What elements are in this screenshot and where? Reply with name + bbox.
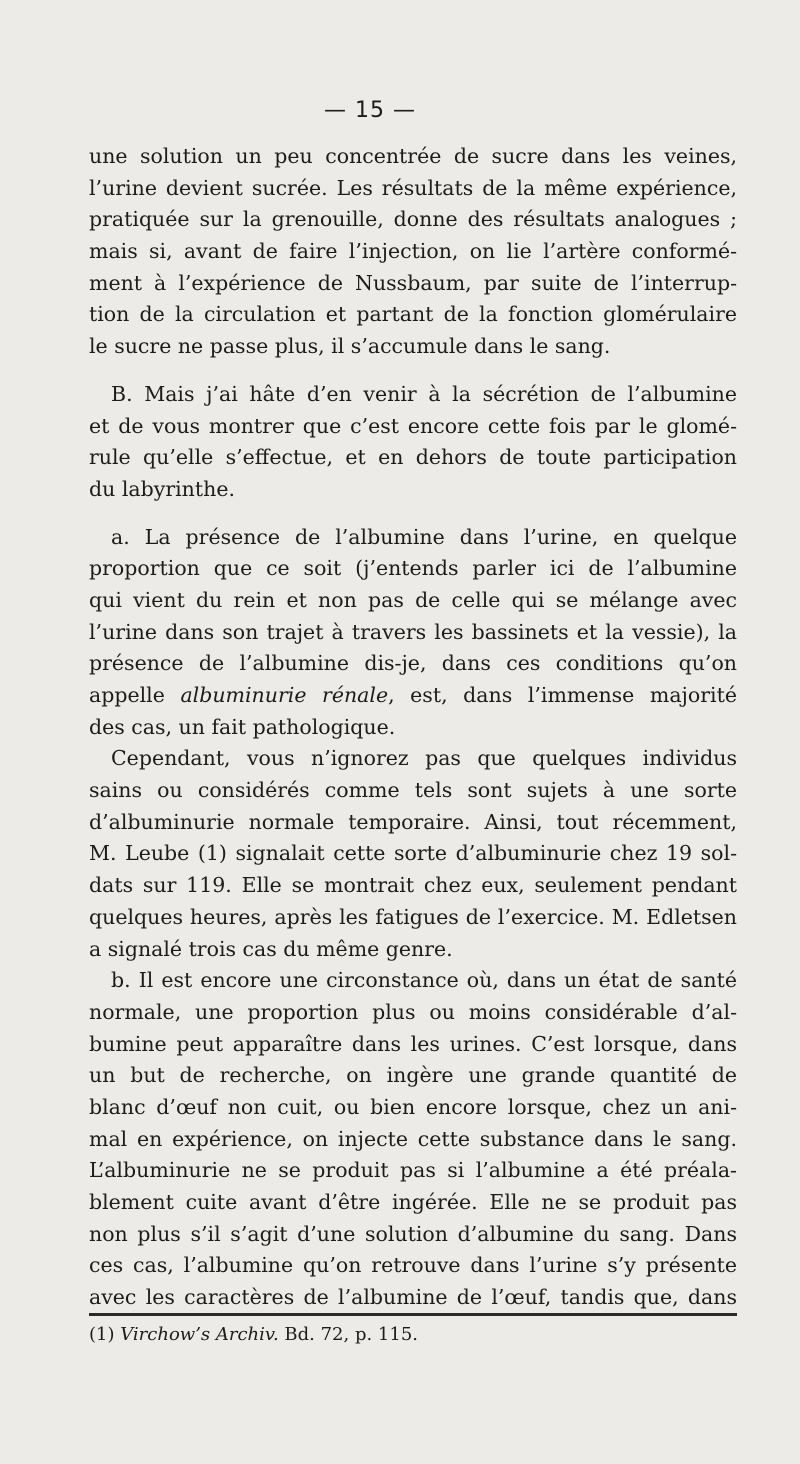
text-line: sains ou considérés comme tels sont sujets à une sorte bbox=[89, 778, 737, 803]
text-line: tion de la circulation et partant de la fonction glomérulaire bbox=[89, 302, 737, 327]
text-line: a signalé trois cas du même genre. bbox=[89, 936, 453, 961]
text-line: ment à l’expérience de Nussbaum, par suite de l’interrup- bbox=[89, 270, 737, 295]
text-line: b. Il est encore une circonstance où, dans un état de santé bbox=[111, 968, 737, 993]
text-line: rule qu’elle s’effectue, et en dehors de toute participation bbox=[89, 445, 737, 470]
italic-term: albuminurie rénale bbox=[180, 683, 389, 707]
text-line: Cependant, vous n’ignorez pas que quelques individus bbox=[111, 746, 737, 771]
text-line: ces cas, l’albumine qu’on retrouve dans l’urine s’y présente bbox=[89, 1253, 737, 1278]
text-line: bumine peut apparaître dans les urines. C’est lorsque, dans bbox=[89, 1031, 737, 1056]
body-text bbox=[89, 141, 737, 1314]
text-line: et de vous montrer que c’est encore cette fois par le glomé- bbox=[89, 413, 737, 438]
text-line: M. Leube (1) signalait cette sorte d’albuminurie chez 19 sol- bbox=[89, 841, 737, 866]
footnote-source: Virchow’s Archiv. bbox=[120, 1324, 279, 1345]
text-line: blement cuite avant d’être ingérée. Elle ne se produit pas bbox=[89, 1190, 737, 1214]
text-line: mais si, avant de faire l’injection, on lie l’artère conformé- bbox=[89, 239, 737, 264]
text-line: l’urine devient sucrée. Les résultats de la même expérience, bbox=[89, 175, 737, 200]
text-span: appelle bbox=[89, 683, 165, 707]
text-line: présence de l’albumine dis-je, dans ces conditions qu’on bbox=[89, 651, 737, 676]
text-line: non plus s’il s’agit d’une solution d’albumine du sang. Dans bbox=[89, 1221, 737, 1246]
text-line: le sucre ne passe plus, il s’accumule dans le sang. bbox=[89, 334, 611, 359]
paragraph-gap bbox=[89, 506, 737, 522]
text-line: d’albuminurie normale temporaire. Ainsi, tout récemment, bbox=[89, 809, 737, 834]
text-line: a. La présence de l’albumine dans l’urine, en quelque bbox=[111, 524, 737, 549]
text-line: pratiquée sur la grenouille, donne des résultats analogues ; bbox=[89, 207, 737, 232]
footnote-marker: (1) bbox=[89, 1324, 115, 1345]
text-line: qui vient du rein et non pas de celle qui se mélange avec bbox=[89, 587, 737, 612]
text-line: avec les caractères de l’albumine de l’œuf, tandis que, dans bbox=[89, 1285, 737, 1310]
page-number: — 15 — bbox=[324, 98, 416, 123]
text-line: normale, une proportion plus ou moins considérable d’al- bbox=[89, 999, 737, 1024]
text-line: L’albuminurie ne se produit pas si l’albumine a été préala- bbox=[89, 1158, 737, 1183]
text-line: un but de recherche, on ingère une grande quantité de bbox=[89, 1063, 737, 1088]
text-line: mal en expérience, on injecte cette substance dans le sang. bbox=[89, 1126, 737, 1151]
text-line: blanc d’œuf non cuit, ou bien encore lorsque, chez un ani- bbox=[89, 1094, 737, 1119]
text-line: l’urine dans son trajet à travers les bassinets et la vessie), la bbox=[89, 619, 737, 644]
text-line: une solution un peu concentrée de sucre dans les veines, bbox=[89, 144, 737, 168]
text-line: dats sur 119. Elle se montrait chez eux, seulement pendant bbox=[89, 873, 737, 898]
text-span: , est, dans l’immense majorité bbox=[388, 683, 737, 707]
text-line-with-italic bbox=[89, 680, 737, 712]
text-line: quelques heures, après les fatigues de l’exercice. M. Edletsen bbox=[89, 904, 737, 929]
paragraph-gap bbox=[89, 363, 737, 379]
text-line: des cas, un fait pathologique. bbox=[89, 714, 396, 739]
footnote bbox=[89, 1324, 418, 1345]
text-line: B. Mais j’ai hâte d’en venir à la sécrétion de l’albumine bbox=[111, 381, 737, 406]
text-line: du labyrinthe. bbox=[89, 476, 235, 501]
text-line: proportion que ce soit (j’entends parler ici de l’albumine bbox=[89, 556, 737, 581]
footnote-reference: Bd. 72, p. 115. bbox=[284, 1324, 418, 1345]
footnote-divider bbox=[89, 1313, 737, 1316]
